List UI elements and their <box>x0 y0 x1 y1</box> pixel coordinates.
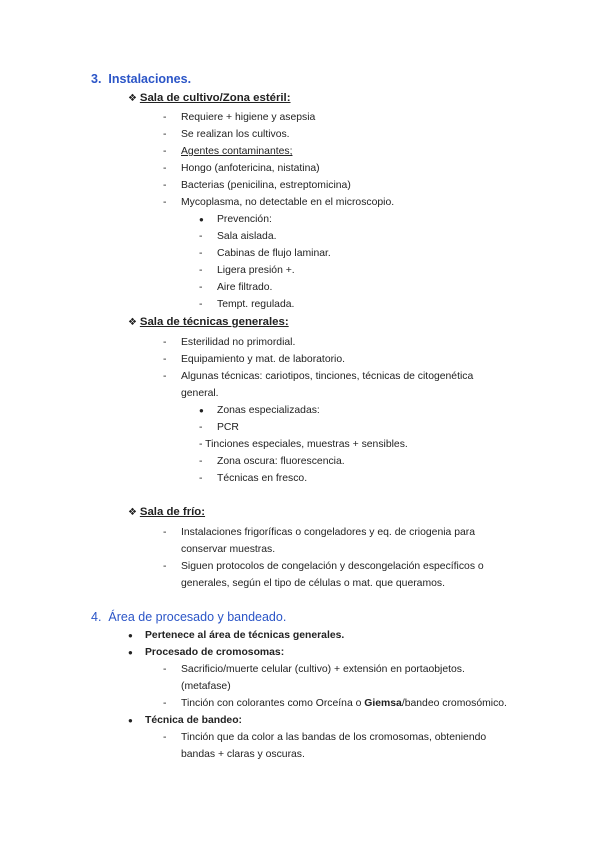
nested-dash: - <box>199 299 203 310</box>
list-item: - <box>163 112 167 123</box>
list-item-text: conservar muestras. <box>181 544 276 555</box>
diamond-bullet-icon: ❖ <box>128 317 137 328</box>
list-item-text: Esterilidad no primordial. <box>181 337 296 348</box>
section-4-title: Área de procesado y bandeado. <box>108 610 287 624</box>
nested-item-text: - Tinciones especiales, muestras + sensibles. <box>199 439 408 450</box>
section-3-title: Instalaciones. <box>108 72 192 86</box>
section-4-heading <box>91 610 286 625</box>
list-item-text: general. <box>181 388 219 399</box>
subsection-cultivo-title: Sala de cultivo/Zona estéril: <box>139 92 291 104</box>
list-item: - <box>163 146 167 157</box>
section-3-number: 3. <box>91 72 102 86</box>
list-item-text: Se realizan los cultivos. <box>181 129 290 140</box>
list-item-text: Requiere + higiene y asepsia <box>181 112 316 123</box>
list-item-text: Sacrificio/muerte celular (cultivo) + extensión en portaobjetos. <box>181 664 465 675</box>
nested-item-text: Sala aislada. <box>217 231 277 242</box>
list-item: - <box>163 163 167 174</box>
list-item-text: Mycoplasma, no detectable en el microscopio. <box>181 197 395 208</box>
nested-item-text: Tempt. regulada. <box>217 299 295 310</box>
list-item: - <box>163 732 167 743</box>
section-3-heading <box>91 72 191 87</box>
list-item: - <box>163 129 167 140</box>
subsection-frio-heading <box>128 506 205 519</box>
nested-bullet-text: Prevención: <box>217 214 272 225</box>
nested-item-text: Ligera presión +. <box>217 265 295 276</box>
nested-dash: - <box>199 265 203 276</box>
subsection-tecnicas-heading <box>128 316 289 329</box>
list-item-text: Bacterias (penicilina, estreptomicina) <box>181 180 351 191</box>
list-item-text: Algunas técnicas: cariotipos, tinciones, técnicas de citogenética <box>181 371 474 382</box>
section-4-bullet-text: Técnica de bandeo: <box>145 715 243 726</box>
list-item-text: Tinción con colorantes como Orceína o Giemsa/bandeo cromosómico. <box>181 698 507 709</box>
subsection-cultivo-heading <box>128 92 291 105</box>
nested-item-text: Aire filtrado. <box>217 282 273 293</box>
section-4-number: 4. <box>91 610 102 624</box>
bullet-icon: ● <box>199 406 204 415</box>
nested-bullet-text: Zonas especializadas: <box>217 405 320 416</box>
nested-item-text: Zona oscura: fluorescencia. <box>217 456 345 467</box>
nested-item-text: PCR <box>217 422 239 433</box>
list-item-text: Siguen protocolos de congelación y descongelación específicos o <box>181 561 484 572</box>
list-item: - <box>163 527 167 538</box>
list-item-text: (metafase) <box>181 681 231 692</box>
nested-dash: - <box>199 422 203 433</box>
section-4-bullet-text: Pertenece al área de técnicas generales. <box>145 630 345 641</box>
list-item: - <box>163 354 167 365</box>
nested-dash: - <box>199 456 203 467</box>
list-item: - <box>163 180 167 191</box>
nested-dash: - <box>199 282 203 293</box>
list-item-text: Hongo (anfotericina, nistatina) <box>181 163 320 174</box>
subsection-frio-title: Sala de frío: <box>139 506 206 518</box>
list-item: - <box>163 664 167 675</box>
list-item: - <box>163 371 167 382</box>
list-item: - <box>163 698 167 709</box>
list-item-text: Equipamiento y mat. de laboratorio. <box>181 354 346 365</box>
bullet-icon: ● <box>199 215 204 224</box>
list-item-text: Instalaciones frigoríficas o congeladores y eq. de criogenia para <box>181 527 475 538</box>
nested-item-text: Técnicas en fresco. <box>217 473 308 484</box>
nested-dash: - <box>199 231 203 242</box>
list-item-text: Tinción que da color a las bandas de los cromosomas, obteniendo <box>181 732 487 743</box>
list-item: - <box>163 337 167 348</box>
nested-dash: - <box>199 248 203 259</box>
bullet-icon: ● <box>128 648 133 657</box>
list-item-text: Agentes contaminantes; <box>181 146 293 157</box>
bullet-icon: ● <box>128 716 133 725</box>
list-item-text: bandas + claras y oscuras. <box>181 749 305 760</box>
nested-dash: - <box>199 473 203 484</box>
bullet-icon: ● <box>128 631 133 640</box>
list-item: - <box>163 561 167 572</box>
list-item-text: generales, según el tipo de células o mat. que queramos. <box>181 578 445 589</box>
diamond-bullet-icon: ❖ <box>128 93 137 104</box>
nested-item-text: Cabinas de flujo laminar. <box>217 248 331 259</box>
list-item: - <box>163 197 167 208</box>
subsection-tecnicas-title: Sala de técnicas generales: <box>139 316 289 328</box>
section-4-bullet-text: Procesado de cromosomas: <box>145 647 285 658</box>
diamond-bullet-icon: ❖ <box>128 507 137 518</box>
giemsa-text: Giemsa <box>364 698 402 709</box>
